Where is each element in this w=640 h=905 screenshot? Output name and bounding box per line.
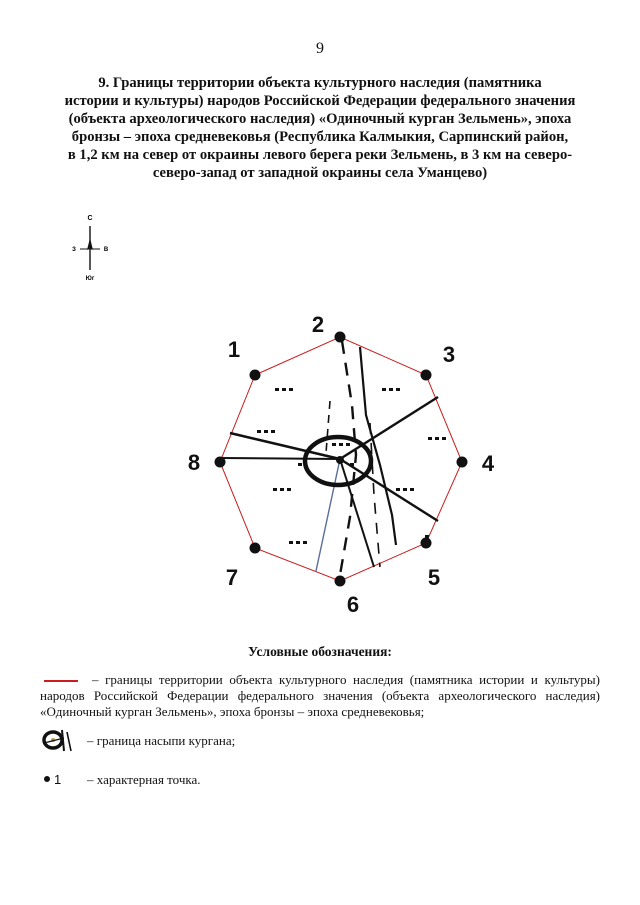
point-marker-1	[250, 370, 261, 381]
scheme-line	[230, 433, 340, 459]
legend-boundary-text: – границы территории объекта культурного наследия (памятника истории и культуры) народов Российской Федерации федерального значения (объекта археологического наследия) «Одиночный курган Зельмень», эпоха бронзы – эпоха средневековья;	[40, 672, 600, 719]
point-marker-2	[335, 332, 346, 343]
scheme-line	[340, 397, 438, 459]
heading-line: 9. Границы территории объекта культурного наследия (памятника	[98, 75, 542, 91]
point-label-4: 4	[481, 451, 495, 476]
page-number: 9	[316, 40, 324, 57]
heading-line: в 1,2 км на север от окраины левого берега реки Зельмень, в 3 км на северо-	[67, 147, 573, 163]
scheme-line	[340, 459, 374, 567]
point-marker-7	[250, 543, 261, 554]
legend-row-boundary	[40, 672, 600, 720]
site-boundary-scheme	[170, 305, 510, 620]
dashed-line	[326, 401, 330, 453]
legend-boundary-item	[40, 672, 600, 720]
point-dot-icon	[44, 776, 50, 782]
legend-point-marker	[44, 772, 61, 788]
heading-line: северо-запад от западной окраины села Уманцево)	[152, 165, 488, 181]
compass-north-label: С	[87, 215, 93, 222]
point-marker-5	[421, 538, 432, 549]
point-marker-3	[421, 370, 432, 381]
point-label-5: 5	[427, 565, 441, 590]
mound-center-marker	[336, 456, 344, 464]
point-marker-8	[215, 457, 226, 468]
scheme-line	[340, 459, 438, 521]
legend-point-text: – характерная точка.	[87, 772, 201, 787]
point-label-6: 6	[346, 592, 360, 617]
point-label-3: 3	[442, 342, 456, 367]
compass-rose-icon	[66, 212, 114, 284]
heading-line: истории и культуры) народов Российской Федерации федерального значения	[64, 93, 576, 109]
document-heading	[40, 74, 600, 182]
compass-west-label: З	[72, 247, 76, 253]
legend-point-number: 1	[54, 772, 62, 787]
point-marker-6	[335, 576, 346, 587]
compass-east-label: В	[103, 247, 109, 253]
point-label-7: 7	[225, 565, 239, 590]
heading-line: (объекта археологического наследия) «Одиночный курган Зельмень», эпоха	[68, 111, 572, 127]
compass-south-label: Юг	[85, 276, 95, 282]
point-marker-4	[457, 457, 468, 468]
point-label-8: 8	[187, 450, 201, 475]
point-label-1: 1	[227, 337, 241, 362]
point-label-2: 2	[311, 312, 325, 337]
boundary-swatch-icon	[44, 680, 78, 682]
legend-title: Условные обозначения:	[248, 644, 392, 659]
road-line	[316, 459, 340, 571]
legend-mound-text: – граница насыпи кургана;	[87, 733, 236, 748]
mound-symbol-icon	[40, 727, 74, 753]
heading-line: бронзы – эпоха средневековья (Республика Калмыкия, Сарпинский район,	[71, 129, 569, 145]
scheme-line	[220, 458, 340, 459]
